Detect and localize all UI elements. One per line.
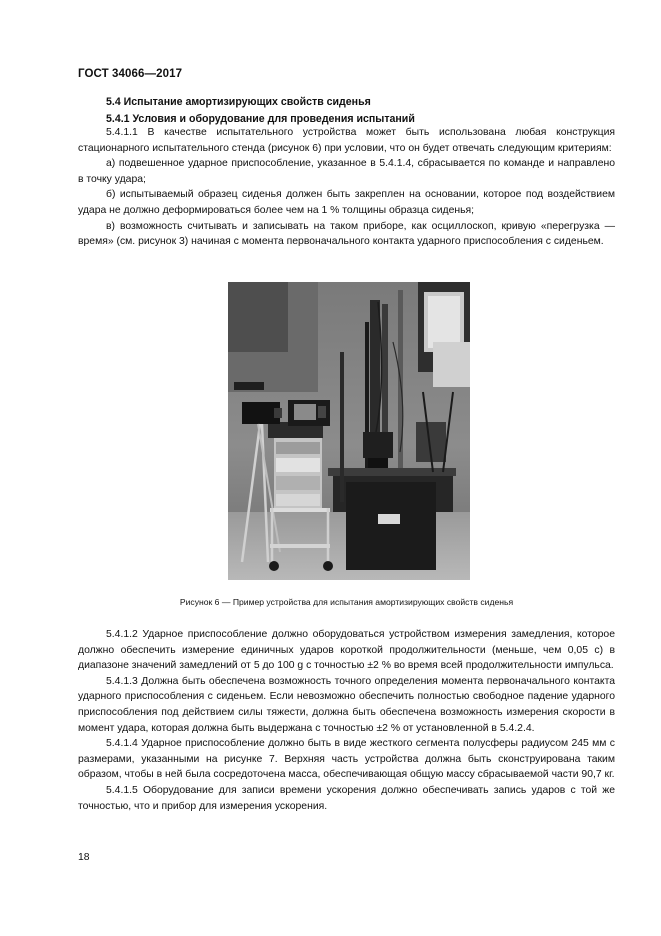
document-header: ГОСТ 34066—2017 [78, 68, 183, 80]
figure-caption: Рисунок 6 — Пример устройства для испытания амортизирующих свойств сиденья [179, 597, 514, 607]
test-stand-photo [228, 282, 470, 580]
paragraph: а) подвешенное ударное приспособление, указанное в 5.4.1.4, сбрасывается по команде и направлено в точку удара; [78, 158, 615, 185]
paragraph: 5.4.1.5 Оборудование для записи времени ускорения должно обеспечивать запись ударов с той же точностью, что и прибор для измерения ускорения. [78, 784, 615, 812]
paragraph: 5.4.1.1 В качестве испытательного устройства может быть использована любая конструкция стационарного испытательного стенда (рисунок 6) при условии, что он будет отвечать следующим критериям: [78, 127, 615, 154]
paragraph: 5.4.1.2 Ударное приспособление должно оборудоваться устройством измерения замедления, которое должно обеспечить измерение единичных ударов короткой продолжительности (меньше, чем 0,05 с) в диапазоне значений замедлений от 5 до 100 g с точностью ±2 % во время всей продолжительности импульса. [78, 629, 615, 672]
section-heading-5-4-1: 5.4.1 Условия и оборудование для проведения испытаний [106, 113, 415, 125]
paragraph: 5.4.1.4 Ударное приспособление должно быть в виде жесткого сегмента полусферы радиусом 245 мм с размерами, указанными на рисунке 7. Верхняя часть устройства должна быть сконструирована таким образом, чтобы в ней была сосредоточена масса, обеспечивающая общую массу сбрасываемой части 90,7 кг. [78, 738, 615, 781]
section-heading-5-4: 5.4 Испытание амортизирующих свойств сиденья [106, 96, 371, 108]
paragraph: 5.4.1.3 Должна быть обеспечена возможность точного определения момента первоначального контакта ударного приспособления с сиденьем. Если невозможно обеспечить полностью свободное падение ударного приспособления под действием силы тяжести, должна быть обеспечена возможность измерения скорости в момент удара, которая должна быть выдержана с точностью ±2 % от установленной в 5.4.2.4. [78, 675, 615, 734]
figure-photo [228, 282, 470, 580]
page-number: 18 [78, 852, 90, 863]
text-block-top [78, 125, 615, 250]
text-block-bottom [78, 627, 615, 814]
paragraph: в) возможность считывать и записывать на таком приборе, как осциллоскоп, кривую «перегрузка — время» (см. рисунок 3) начиная с момента первоначального контакта ударного приспособления с сиденьем. [78, 220, 615, 248]
paragraph: б) испытываемый образец сиденья должен быть закреплен на основании, которое под воздействием удара не должно деформироваться более чем на 1 % толщины образца сиденья; [78, 189, 615, 216]
